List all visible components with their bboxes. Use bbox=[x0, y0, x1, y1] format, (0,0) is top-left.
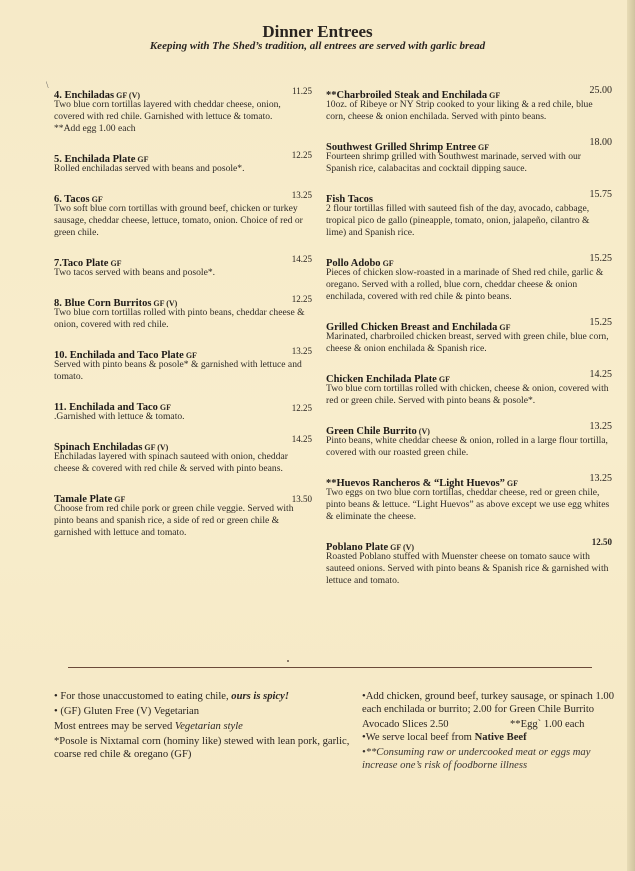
note-add-ons: •Add chicken, ground beef, turkey sausage, or spinach 1.00 each enchilada or burrito; 2.00 for Green Chile Burrito bbox=[362, 691, 614, 715]
item-price: 14.25 bbox=[291, 434, 312, 444]
item-tag: GF bbox=[499, 323, 511, 332]
item-description: Rolled enchiladas served with beans and posole*. bbox=[54, 163, 245, 174]
item-name: Grilled Chicken Breast and Enchilada bbox=[326, 322, 498, 333]
item-price: 11.25 bbox=[292, 86, 312, 96]
item-name: 8. Blue Corn Burritos bbox=[54, 298, 152, 309]
menu-item bbox=[54, 85, 312, 135]
item-price: 13.50 bbox=[291, 494, 312, 504]
menu-item bbox=[326, 473, 612, 523]
menu-item bbox=[326, 253, 612, 303]
item-name: Spinach Enchiladas bbox=[54, 442, 143, 453]
item-tag: GF bbox=[159, 403, 171, 412]
item-price: 18.00 bbox=[589, 137, 612, 148]
note-avocado: Avocado Slices 2.50 bbox=[362, 719, 449, 730]
item-name: 5. Enchilada Plate bbox=[54, 154, 136, 165]
item-description: 2 flour tortillas filled with sauteed fish of the day, avocado, cabbage, tropical pico de gallo (pineapple, tomato, onion, jalapeño, cilantro & lime) and Spanish rice. bbox=[326, 203, 590, 238]
item-price: 13.25 bbox=[589, 421, 612, 432]
item-description: 10oz. of Ribeye or NY Strip cooked to your liking & a red chile, blue corn, cheese & onion enchilada. Served with pinto beans. bbox=[326, 99, 593, 122]
note-posole: *Posole is Nixtamal corn (hominy like) stewed with lean pork, garlic, coarse red chile & oregano (GF) bbox=[54, 736, 350, 760]
item-price: 13.25 bbox=[291, 346, 312, 356]
item-tag: GF bbox=[91, 195, 103, 204]
page-title: Dinner Entrees bbox=[262, 22, 373, 41]
item-description: Two blue corn tortillas rolled with pinto beans, cheddar cheese & onion, covered with red chile. bbox=[54, 307, 305, 330]
item-name: Chicken Enchilada Plate bbox=[326, 374, 437, 385]
item-description: Two soft blue corn tortillas with ground beef, chicken or turkey sausage, cheddar cheese, lettuce, tomato, onion. Choice of red or green chile. bbox=[54, 203, 303, 238]
item-price: 15.75 bbox=[589, 189, 612, 200]
note-vegetarian: Most entrees may be served Vegetarian style bbox=[54, 721, 243, 732]
item-tag: GF (V) bbox=[144, 443, 169, 452]
menu-item bbox=[54, 149, 312, 175]
stray-mark bbox=[287, 660, 289, 662]
item-tag: GF bbox=[438, 375, 450, 384]
menu-item bbox=[326, 317, 612, 355]
item-name: **Huevos Rancheros & “Light Huevos” bbox=[326, 478, 505, 489]
item-description: Marinated, charbroiled chicken breast, served with green chile, blue corn, cheese & onion enchilada & Spanish rice. bbox=[326, 331, 609, 354]
item-tag: GF bbox=[489, 91, 501, 100]
page-edge bbox=[627, 0, 635, 871]
item-tag: GF bbox=[506, 479, 519, 488]
menu-item bbox=[326, 137, 612, 175]
item-note: **Add egg 1.00 each bbox=[54, 123, 136, 134]
item-price: 12.25 bbox=[291, 403, 312, 413]
note-legend: • (GF) Gluten Free (V) Vegetarian bbox=[54, 706, 200, 717]
item-description: Enchiladas layered with spinach sauteed with onion, cheddar cheese & covered with red chile & served with pinto beans. bbox=[54, 451, 288, 474]
item-tag: (V) bbox=[418, 427, 430, 436]
item-price: 12.25 bbox=[291, 150, 312, 160]
item-name: Tamale Plate bbox=[54, 494, 113, 505]
menu-item bbox=[326, 537, 612, 587]
item-price: 13.25 bbox=[291, 190, 312, 200]
item-price: 14.25 bbox=[589, 369, 612, 380]
right-column bbox=[326, 85, 612, 601]
menu-item bbox=[54, 253, 312, 279]
margin-mark: \ bbox=[46, 80, 49, 90]
item-tag: GF bbox=[114, 495, 126, 504]
item-name: 10. Enchilada and Taco Plate bbox=[54, 350, 184, 361]
item-price: 25.00 bbox=[589, 85, 612, 96]
item-description: Two tacos served with beans and posole*. bbox=[54, 267, 216, 278]
item-description: Two eggs on two blue corn tortillas, cheddar cheese, red or green chile, pinto beans & lettuce. “Light Huevos” as above except we use egg whites & eliminate the cheese. bbox=[326, 487, 610, 522]
menu-item bbox=[54, 189, 312, 239]
item-name: 7.Taco Plate bbox=[54, 258, 109, 269]
item-description: Roasted Poblano stuffed with Muenster cheese on tomato sauce with sauteed onions. Served with pinto beans & Spanish rice & garnished with lettuce and tomato. bbox=[326, 551, 609, 586]
menu-item bbox=[326, 369, 612, 407]
item-description: Two blue corn tortillas layered with cheddar cheese, onion, covered with red chile. Garnished with lettuce & tomato. bbox=[54, 99, 281, 122]
item-name: Poblano Plate bbox=[326, 542, 389, 553]
item-description: Two blue corn tortillas rolled with chicken, cheese & onion, covered with red or green chile. Served with pinto beans & posole*. bbox=[326, 383, 609, 406]
footnotes-right bbox=[362, 690, 624, 774]
item-name: Pollo Adobo bbox=[326, 258, 381, 269]
item-tag: GF (V) bbox=[116, 91, 141, 100]
item-price: 12.25 bbox=[291, 294, 312, 304]
menu-item bbox=[54, 434, 312, 475]
item-price: 14.25 bbox=[291, 254, 312, 264]
note-spicy: • For those unaccustomed to eating chile, ours is spicy! bbox=[54, 691, 289, 702]
item-tag: GF bbox=[478, 143, 490, 152]
item-description: Served with pinto beans & posole* & garnished with lettuce and tomato. bbox=[54, 359, 302, 382]
menu-item bbox=[326, 85, 612, 123]
note-egg: **Egg` 1.00 each bbox=[510, 719, 585, 730]
item-tag: GF bbox=[382, 259, 394, 268]
menu-item bbox=[326, 421, 612, 459]
item-tag: GF (V) bbox=[153, 299, 178, 308]
menu-item bbox=[326, 189, 612, 239]
item-name: 11. Enchilada and Taco bbox=[54, 402, 158, 413]
note-consumption-warning: •**Consuming raw or undercooked meat or eggs may increase one’s risk of foodborne illness bbox=[362, 747, 591, 771]
item-description: Pinto beans, white cheddar cheese & onion, rolled in a large flour tortilla, covered with our roasted green chile. bbox=[326, 435, 608, 458]
item-tag: GF bbox=[185, 351, 197, 360]
item-name: Fish Tacos bbox=[326, 194, 373, 205]
item-name: Green Chile Burrito bbox=[326, 426, 417, 437]
item-name: 6. Tacos bbox=[54, 194, 90, 205]
item-price: 12.50 bbox=[591, 537, 612, 547]
item-name: 4. Enchiladas bbox=[54, 90, 115, 101]
item-tag: GF (V) bbox=[390, 543, 415, 552]
note-beef: •We serve local beef from Native Beef bbox=[362, 732, 527, 743]
left-column bbox=[54, 85, 312, 553]
item-name: **Charbroiled Steak and Enchilada bbox=[326, 90, 488, 101]
item-description: Pieces of chicken slow-roasted in a marinade of Shed red chile, garlic & oregano. Served with a rolled, blue corn, cheddar cheese & onion enchilada, covered with red chile & pinto beans. bbox=[326, 267, 604, 302]
page-subtitle: Keeping with The Shed’s tradition, all entrees are served with garlic bread bbox=[149, 40, 486, 52]
menu-item bbox=[54, 489, 312, 539]
item-price: 15.25 bbox=[589, 253, 612, 264]
item-price: 13.25 bbox=[589, 473, 612, 484]
menu-item bbox=[54, 293, 312, 331]
item-tag: GF bbox=[110, 259, 122, 268]
item-description: Fourteen shrimp grilled with Southwest marinade, served with our Spanish rice, calabacitas and cocktail dipping sauce. bbox=[326, 151, 581, 174]
item-tag: GF bbox=[137, 155, 149, 164]
note-extras-row bbox=[362, 718, 624, 731]
item-price: 15.25 bbox=[589, 317, 612, 328]
section-divider bbox=[68, 667, 592, 668]
item-name: Southwest Grilled Shrimp Entree bbox=[326, 142, 477, 153]
item-description: .Garnished with lettuce & tomato. bbox=[54, 411, 185, 422]
footnotes-left bbox=[54, 690, 354, 763]
menu-item bbox=[54, 397, 312, 423]
item-description: Choose from red chile pork or green chile veggie. Served with pinto beans and spanish rice, a side of red or green chile & garnished with lettuce and tomato. bbox=[54, 503, 294, 538]
menu-item bbox=[54, 345, 312, 383]
